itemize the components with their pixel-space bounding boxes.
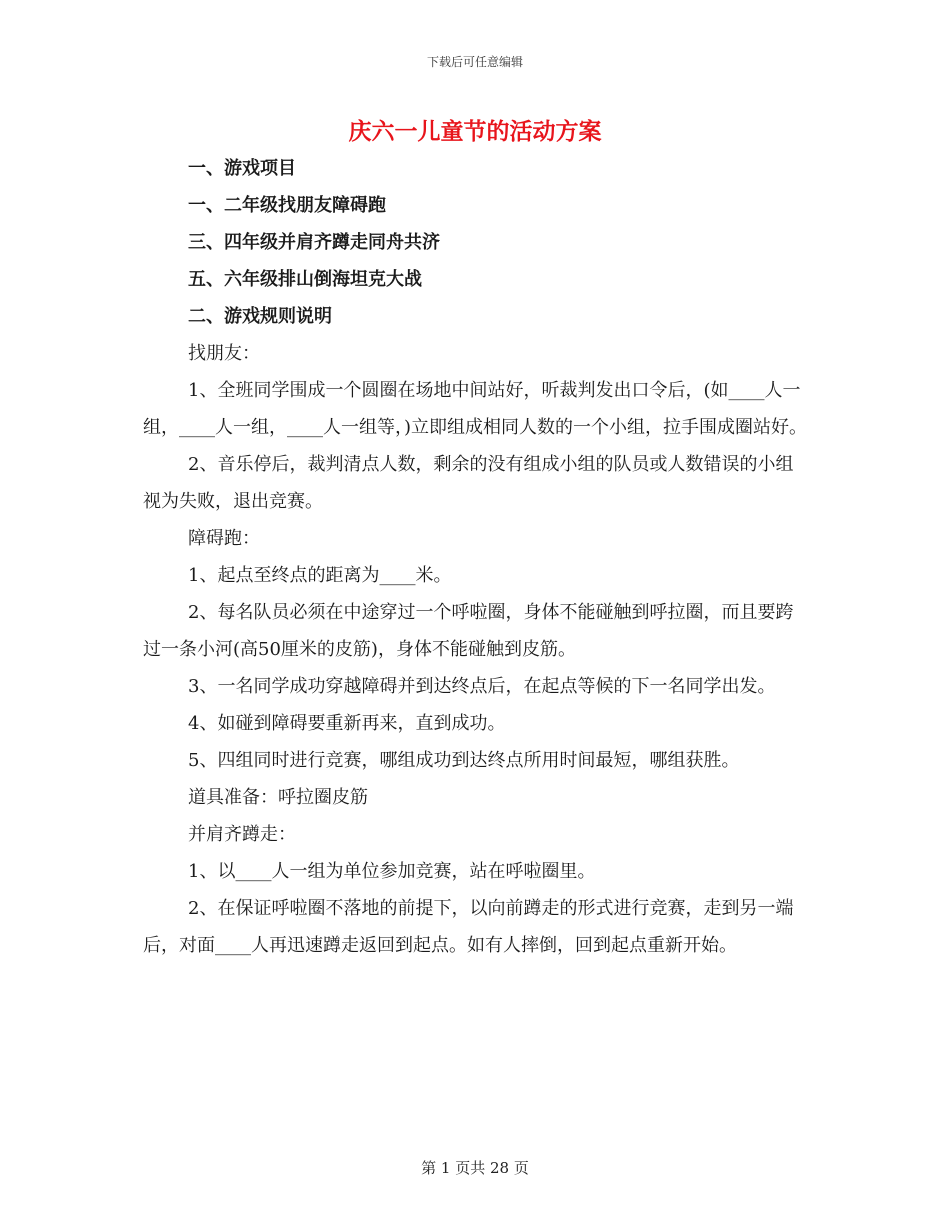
document-title: 庆六一儿童节的活动方案: [348, 119, 602, 145]
paragraph: 障碍跑：: [188, 528, 260, 549]
paragraph: 2、每名队员必须在中途穿过一个呼啦圈，身体不能碰触到呼拉圈，而且要跨过一条小河(高50厘米的皮筋)，身体不能碰触到皮筋。: [143, 602, 794, 660]
section-heading: 一、二年级找朋友障碍跑: [188, 195, 386, 216]
paragraph: 2、在保证呼啦圈不落地的前提下，以向前蹲走的形式进行竞赛，走到另一端后，对面____人再迅速蹲走返回到起点。如有人摔倒，回到起点重新开始。: [143, 898, 794, 956]
section-heading: 三、四年级并肩齐蹲走同舟共济: [188, 232, 440, 253]
header-note: 下载后可任意编辑: [426, 55, 523, 69]
paragraph: 3、一名同学成功穿越障碍并到达终点后，在起点等候的下一名同学出发。: [188, 676, 776, 697]
paragraph: 1、起点至终点的距离为____米。: [188, 565, 452, 586]
paragraph: 1、以____人一组为单位参加竞赛，站在呼啦圈里。: [188, 861, 596, 882]
section-heading: 二、游戏规则说明: [188, 306, 332, 327]
page-footer: 第 1 页共 28 页: [421, 1159, 529, 1177]
paragraph: 找朋友：: [188, 343, 260, 364]
paragraph: 4、如碰到障碍要重新再来，直到成功。: [188, 713, 506, 734]
paragraph: 1、全班同学围成一个圆圈在场地中间站好，听裁判发出口令后，(如____人一组，____人一组，____人一组等，)立即组成相同人数的一个小组，拉手围成圈站好。: [143, 380, 808, 438]
section-heading: 一、游戏项目: [188, 158, 296, 179]
section-heading: 五、六年级排山倒海坦克大战: [188, 269, 422, 290]
paragraph: 2、音乐停后，裁判清点人数，剩余的没有组成小组的队员或人数错误的小组视为失败，退出竞赛。: [143, 454, 794, 512]
paragraph: 5、四组同时进行竞赛，哪组成功到达终点所用时间最短，哪组获胜。: [188, 750, 740, 771]
paragraph: 并肩齐蹲走：: [188, 824, 296, 845]
document-body: [143, 150, 811, 964]
paragraph: 道具准备：呼拉圈皮筋: [188, 787, 368, 808]
